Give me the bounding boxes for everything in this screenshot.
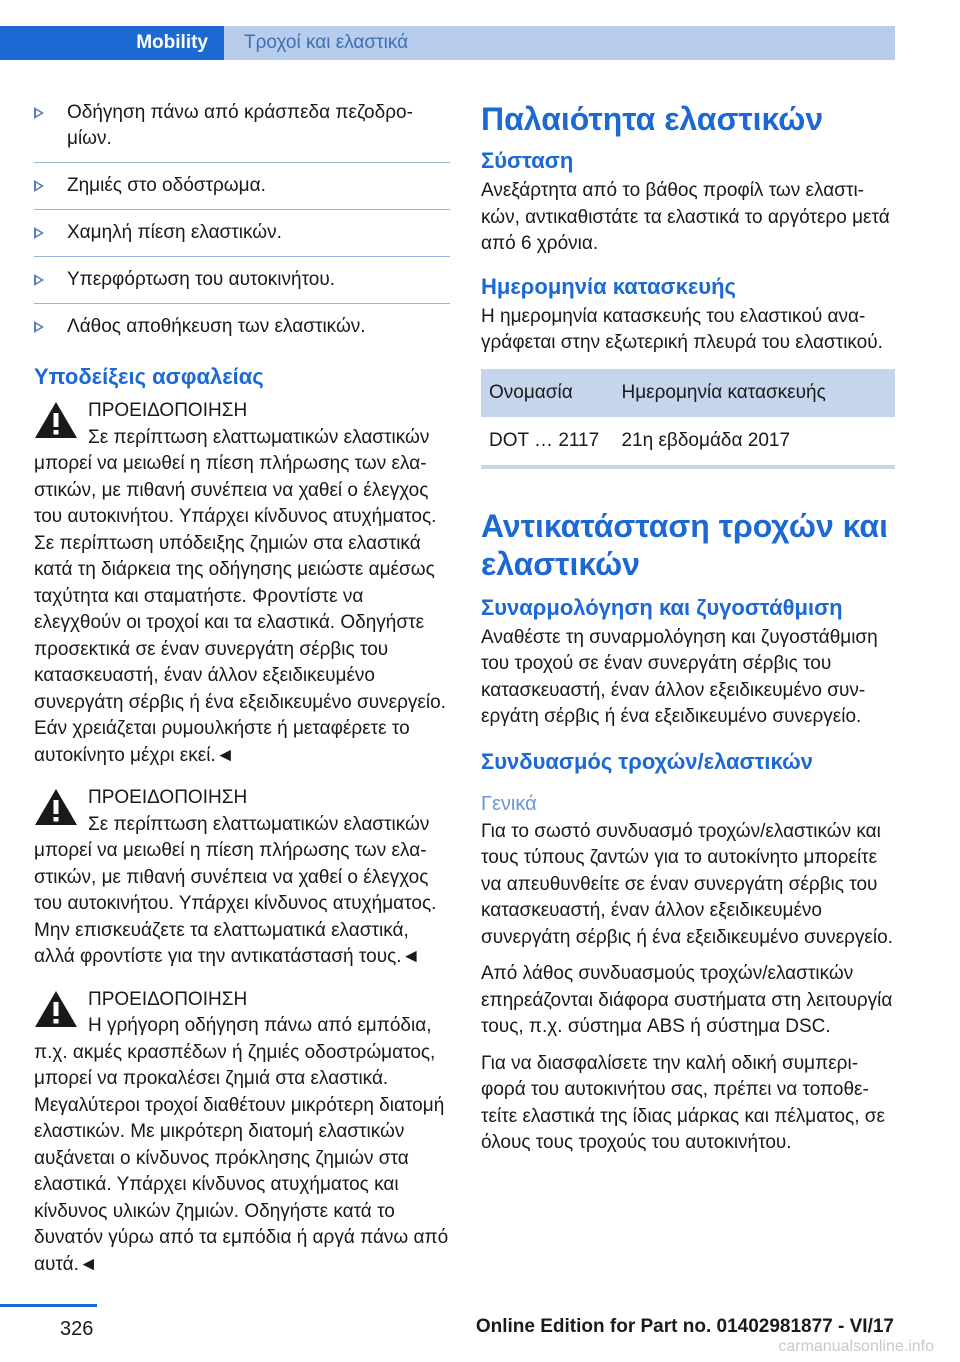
- list-item: Υπερφόρτωση του αυτοκινήτου.: [34, 267, 450, 304]
- warning-icon: [34, 989, 78, 1029]
- warning-block: [34, 785, 450, 971]
- list-item: Λάθος αποθήκευση των ελαστικών.: [34, 314, 450, 350]
- left-column: [34, 100, 450, 1294]
- table-cell: DOT … 2117: [481, 417, 613, 467]
- chapter-tab[interactable]: Τροχοί και ελαστικά: [224, 26, 895, 60]
- combination-heading: Συνδυασμός τροχών/ελαστικών: [481, 748, 813, 774]
- section-tab[interactable]: Mobility: [0, 26, 224, 60]
- table-row: [481, 417, 895, 467]
- replacement-heading: Αντικατάσταση τροχών και ελαστικών: [481, 507, 888, 582]
- warning-block: [34, 987, 450, 1279]
- cause-list: [34, 100, 450, 350]
- edition-note: Online Edition for Part no. 01402981877 - VI/17: [475, 1316, 894, 1337]
- warning-block: [34, 398, 450, 769]
- tire-age-heading: Παλαιότητα ελαστικών: [481, 101, 824, 137]
- warning-text: Σε περίπτωση ελαττωματικών ελαστικών μπορεί να μειωθεί η πίεση πλήρωσης των ελαστικών, με πιθανή συνέπεια να χαθεί ο έλεγχος του αυτοκινήτου. Υπάρχει κίνδυνος ατυχήματος. Μην επισκευάζετε τα ελαττωματικά ελαστικά, αλλά φροντίστε για την αντικατάστασή τους.◄: [34, 813, 437, 967]
- table-cell: 21η εβδομάδα 2017: [613, 417, 895, 467]
- header-bar: [0, 26, 895, 60]
- recommendation-heading: Σύσταση: [481, 148, 574, 173]
- manufacture-date-table: [481, 369, 895, 469]
- list-item: Οδήγηση πάνω από κράσπεδα πεζοδρομίων.: [34, 100, 450, 163]
- triangle-bullet-icon: [34, 107, 44, 119]
- right-column: [481, 100, 895, 1167]
- triangle-bullet-icon: [34, 180, 44, 192]
- general-paragraph: Για να διασφαλίσετε την καλή οδική συμπεριφορά του αυτοκινήτου σας, πρέπει να τοποθετείτε ελαστικά της ίδιας μάρκας και πέλματος, σε όλους τους τροχούς του αυτοκινήτου.: [481, 1052, 885, 1153]
- mounting-text: Αναθέστε τη συναρμολόγηση και ζυγοστάθμιση του τροχού σε έναν συνεργάτη σέρβις του κατασκευαστή, έναν άλλον εξειδικευμένο συνεργάτη σέρβις ή ένα εξειδικευμένο συνεργείο.: [481, 626, 878, 727]
- footer-rule: [0, 1304, 97, 1307]
- warning-icon: [34, 400, 78, 440]
- general-paragraph: Από λάθος συνδυασμούς τροχών/ελαστικών επηρεάζονται διάφορα συστήματα στη λειτουργία τους, π.χ. σύστημα ABS ή σύστημα DSC.: [481, 963, 893, 1037]
- triangle-bullet-icon: [34, 227, 44, 239]
- table-header-designation: Ονομασία: [481, 369, 613, 417]
- general-heading: Γενικά: [481, 792, 537, 815]
- table-header-date: Ημερομηνία κατασκευής: [613, 369, 895, 417]
- manufacture-date-text: Η ημερομηνία κατασκευής του ελαστικού αναγράφεται στην εξωτερική πλευρά του ελαστικού.: [481, 305, 883, 353]
- mounting-heading: Συναρμολόγηση και ζυγοστάθμιση: [481, 594, 843, 620]
- safety-heading: Υποδείξεις ασφαλείας: [34, 364, 264, 389]
- warning-title: ΠΡΟΕΙΔΟΠΟΙΗΣΗ: [88, 988, 248, 1010]
- list-item: Χαμηλή πίεση ελαστικών.: [34, 220, 450, 257]
- warning-text: Η γρήγορη οδήγηση πάνω από εμπόδια, π.χ. ακμές κρασπέδων ή ζημιές οδοστρώματος, μπορεί να προκαλέσει ζημιά στα ελαστικά. Μεγαλύτεροι τροχοί διαθέτουν μικρότερη διατομή ελαστικών. Με μικρότερη διατομή ελαστικών αυξάνεται ο κίνδυνος πρόκλησης ζημιών στα ελαστικά. Υπάρχει κίνδυνος ατυχήματος και κίνδυνος υλικών ζημιών. Οδηγήστε κατά το δυνατόν γύρω από τα εμπόδια ή αργά πάνω από αυτά.◄: [34, 1015, 449, 1275]
- triangle-bullet-icon: [34, 274, 44, 286]
- warning-title: ΠΡΟΕΙΔΟΠΟΙΗΣΗ: [88, 787, 248, 808]
- triangle-bullet-icon: [34, 321, 44, 333]
- warning-text: Σε περίπτωση ελαττωματικών ελαστικών μπορεί να μειωθεί η πίεση πλήρωσης των ελαστικών, με πιθανή συνέπεια να χαθεί ο έλεγχος του αυτοκινήτου. Υπάρχει κίνδυνος ατυχήματος. Σε περίπτωση υπόδειξης ζημιών στα ελαστικά κατά τη διάρκεια της οδήγησης μειώστε αμέσως ταχύτητα και σταματήστε. Φροντίστε να ελεγχθούν οι τροχοί και τα ελαστικά. Οδηγήστε προσεκτικά σε έναν συνεργάτη σέρβις του κατασκευαστή, έναν άλλον εξειδικευμένο συνεργάτη σέρβις ή ένα εξειδικευμένο συνεργείο. Εάν χρειάζεται ρυμουλκήστε ή μεταφέρετε το αυτοκίνητο μέχρι εκεί.◄: [34, 426, 446, 766]
- general-paragraph: Για το σωστό συνδυασμό τροχών/ελαστικών και τους τύπους ζαντών για το αυτοκίνητο μπορείτε να απευθυνθείτε σε έναν συνεργάτη σέρβις του κατασκευαστή, έναν άλλον εξειδικευμένο συνεργάτη σέρβις ή ένα εξειδικευμένο συνεργείο.: [481, 820, 893, 948]
- recommendation-text: Ανεξάρτητα από το βάθος προφίλ των ελαστικών, αντικαθιστάτε τα ελαστικά το αργότερο μετά από 6 χρόνια.: [481, 180, 890, 254]
- warning-title: ΠΡΟΕΙΔΟΠΟΙΗΣΗ: [88, 400, 248, 421]
- list-item: Ζημιές στο οδόστρωμα.: [34, 173, 450, 210]
- warning-icon: [34, 787, 78, 827]
- manufacture-date-heading: Ημερομηνία κατασκευής: [481, 273, 736, 299]
- page-number: 326: [60, 1318, 94, 1340]
- watermark: carmanualsonline.info: [778, 1338, 934, 1355]
